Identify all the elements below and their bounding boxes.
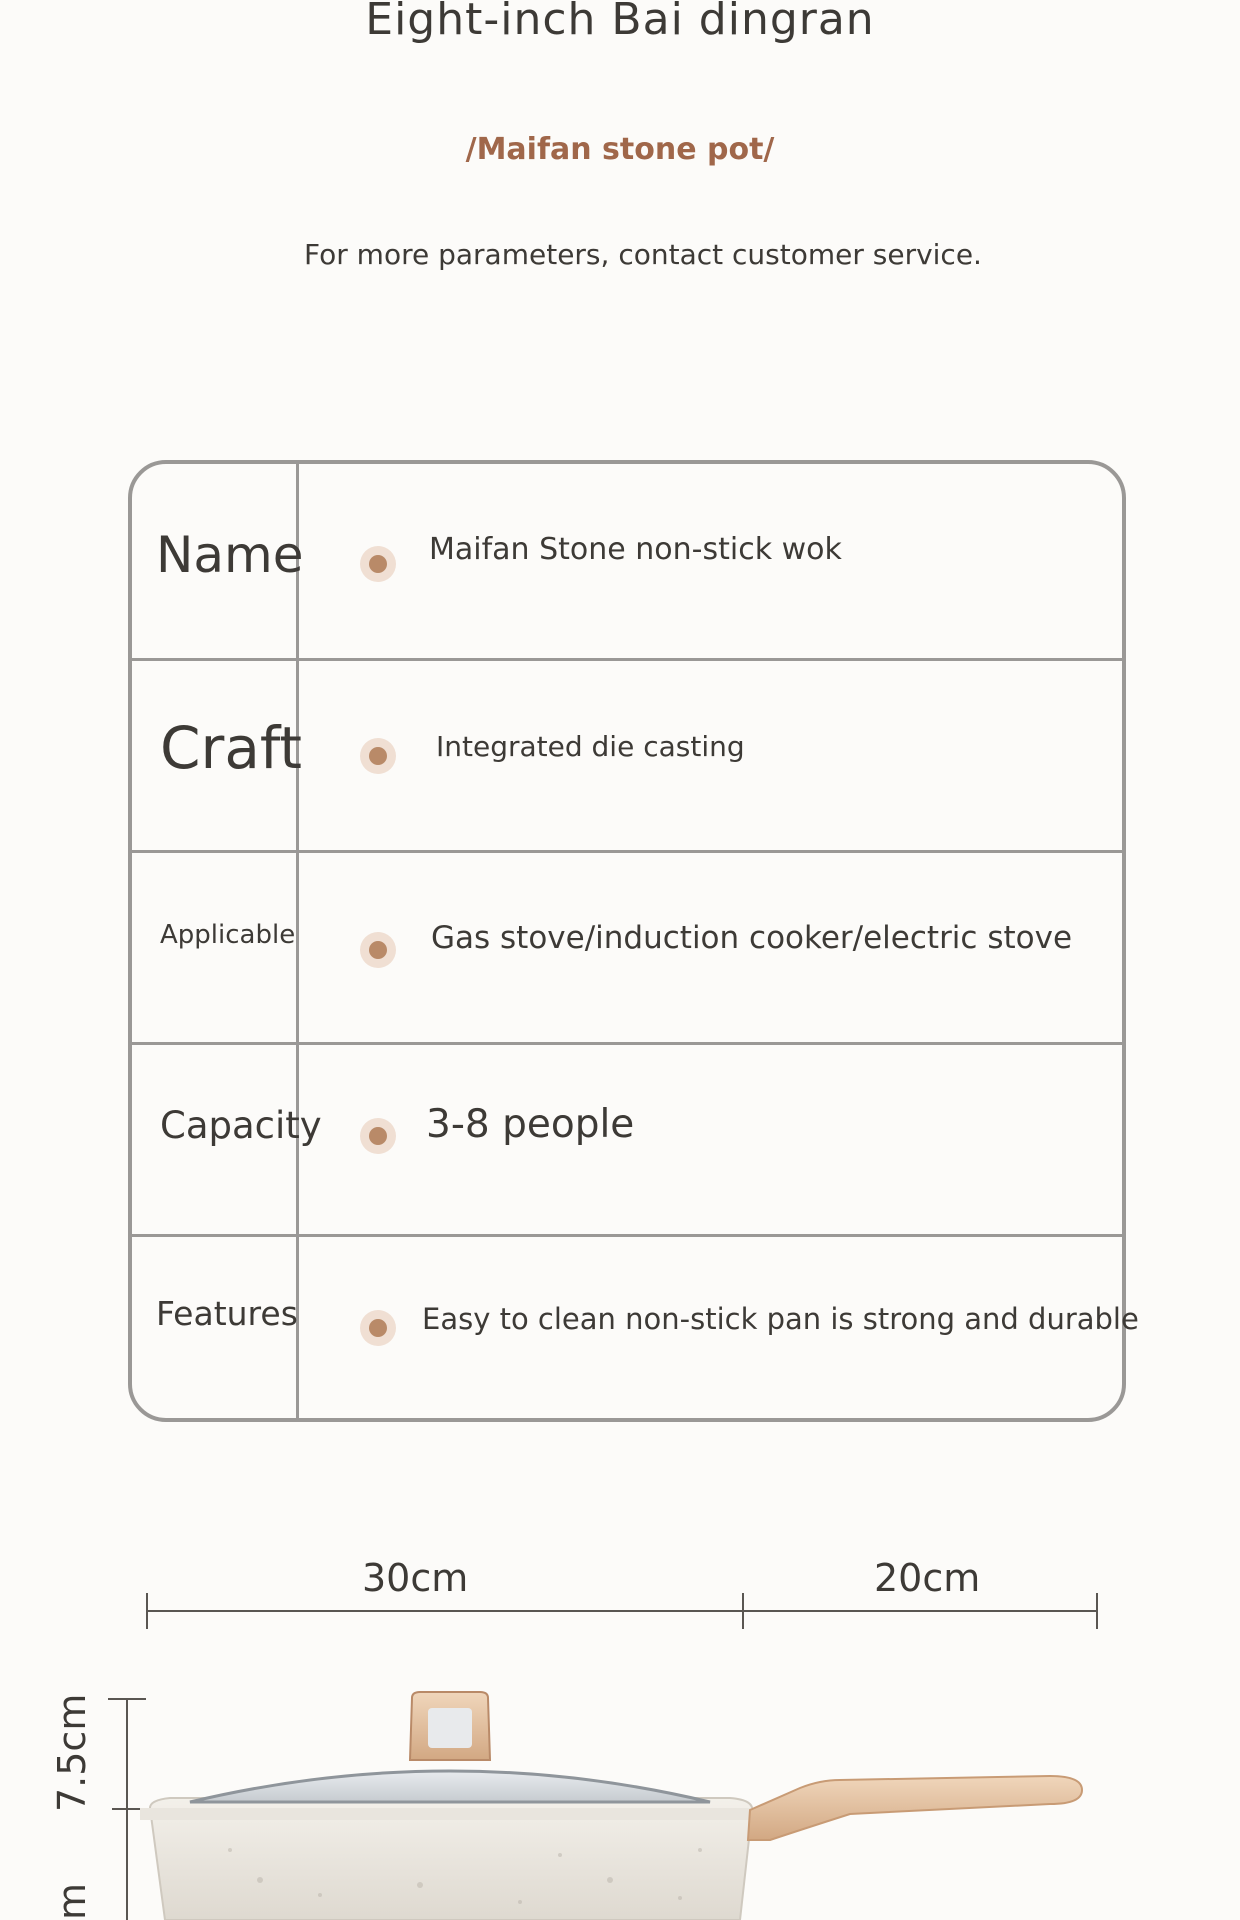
bullet-icon — [360, 932, 396, 968]
spec-value-features: Easy to clean non-stick pan is strong and durable — [422, 1302, 1139, 1336]
row-divider — [132, 1234, 1122, 1237]
bullet-icon — [360, 546, 396, 582]
dimension-tick — [742, 1593, 744, 1629]
width-label-body: 30cm — [362, 1556, 469, 1600]
spec-label-applicable: Applicable — [160, 920, 296, 950]
row-divider — [132, 850, 1122, 853]
row-divider — [132, 1042, 1122, 1045]
column-divider — [296, 464, 299, 1418]
spec-label-name: Name — [156, 526, 304, 584]
page-subtitle: /Maifan stone pot/ — [465, 132, 775, 167]
bullet-icon — [360, 738, 396, 774]
spec-label-craft: Craft — [160, 714, 303, 782]
bullet-icon — [360, 1310, 396, 1346]
height-label-lid: 7.5cm — [50, 1693, 94, 1812]
dimension-tick — [146, 1593, 148, 1629]
spec-value-applicable: Gas stove/induction cooker/electric stove — [431, 920, 1073, 956]
bullet-icon — [360, 1118, 396, 1154]
spec-value-craft: Integrated die casting — [436, 730, 745, 763]
page-title: Eight-inch Bai dingran — [365, 0, 875, 45]
width-dimension-line — [146, 1610, 1096, 1612]
height-label-partial: m — [50, 1882, 94, 1920]
spec-table — [128, 460, 1139, 1422]
width-label-handle: 20cm — [874, 1556, 981, 1600]
spec-label-capacity: Capacity — [160, 1104, 322, 1147]
spec-value-name: Maifan Stone non-stick wok — [429, 532, 842, 567]
spec-label-features: Features — [156, 1294, 298, 1333]
row-divider — [132, 658, 1122, 661]
spec-value-capacity: 3-8 people — [426, 1102, 635, 1147]
dimension-tick — [1096, 1593, 1098, 1629]
contact-note: For more parameters, contact customer service. — [304, 238, 982, 271]
maifan-pot-illustration — [0, 1680, 1240, 1920]
